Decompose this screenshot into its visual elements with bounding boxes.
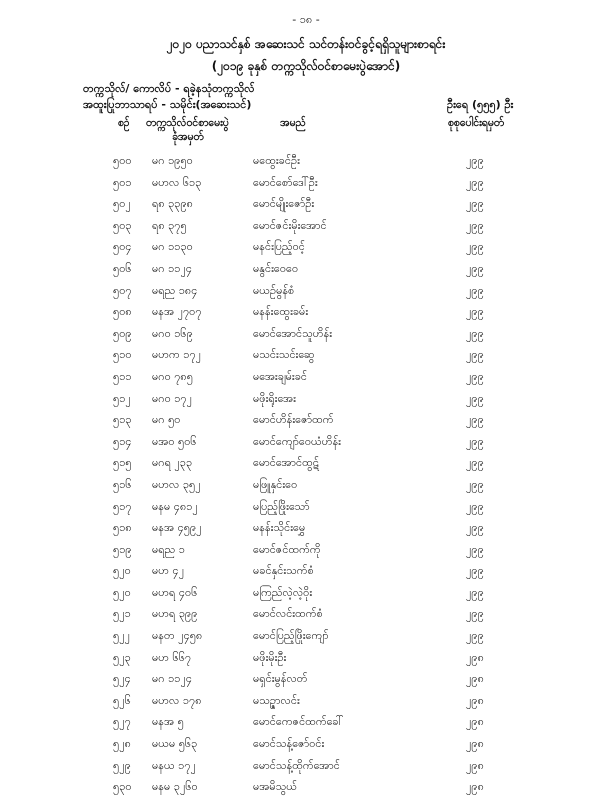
student-name: မောင်ကျော်ဝေယံဟိန်း (253, 434, 341, 448)
row-number: ၅၂၃ (113, 650, 131, 664)
row-number: ၅၀၆ (113, 261, 132, 275)
roll-number: မနယ ၁၇၂ (152, 758, 196, 772)
student-name: မနွင်းဝေဝေ (253, 261, 299, 275)
total-marks: ၂၉၉ (466, 154, 484, 167)
table-row (0, 625, 612, 647)
row-number: ၅၂၀ (113, 585, 131, 599)
row-number: ၅၁၂ (113, 391, 131, 405)
roll-number: မနမ ၃၂၆၀ (152, 780, 198, 794)
roll-number: မဟ ၄၂ (152, 564, 185, 578)
total-marks: ၂၉၈ (466, 715, 484, 729)
total-marks: ၂၉၉ (466, 499, 484, 513)
roll-number: မနမ ၄၈၁၂ (152, 499, 198, 513)
total-marks: ၂၉၈ (466, 780, 484, 794)
roll-number: မဟရ ၄၀၆ (152, 585, 198, 599)
total-marks: ၂၉၉ (466, 391, 484, 405)
results-table (0, 150, 612, 798)
total-marks: ၂၉၉ (466, 369, 484, 383)
table-row (0, 496, 612, 518)
row-number: ၅၁၈ (113, 521, 132, 535)
row-number: ၅၂၀ (113, 564, 131, 578)
table-row (0, 258, 612, 280)
student-name: မောင်မျိုးဇော်ဦး (253, 197, 315, 211)
student-name: မဖိုးမိုးဦး (253, 650, 287, 664)
student-name: မကြည်လဲ့လဲ့ဝိုး (253, 585, 313, 599)
total-marks: ၂၉၉ (466, 283, 484, 297)
roll-number: မဂရ ၂၃၃ (152, 456, 193, 470)
total-marks: ၂၉၉ (466, 261, 484, 275)
roll-number: မဟက ၁၇၂ (152, 348, 202, 362)
student-name: မနန်းထွေးခမ်း (253, 305, 309, 319)
row-number: ၅၀၀ (113, 154, 132, 167)
roll-number: မနအ ၂၇၀၇ (152, 305, 202, 319)
roll-number: မနအ ၅ (152, 715, 184, 729)
total-marks: ၂၉၉ (466, 585, 484, 599)
roll-number: မဂဝ ၁၇၂ (152, 391, 193, 405)
total-marks: ၂၉၉ (466, 629, 484, 643)
table-row (0, 452, 612, 474)
row-number: ၅၀၄ (113, 240, 132, 254)
header-name: အမည် (280, 117, 306, 129)
headcount: ဦးရေ (၅၅၅) ဦး (447, 98, 514, 111)
roll-number: မဂ ၁၁၂၄ (152, 261, 193, 275)
university-line: တက္ကသိုလ်/ ကောလိပ် - ရခဲ့နသုံတက္ကသိုလ် (83, 82, 255, 95)
total-marks: ၂၉၈ (466, 672, 484, 686)
row-number: ၅၀၂ (113, 197, 131, 211)
total-marks: ၂၉၉ (466, 305, 484, 319)
total-marks: ၂၉၈ (466, 737, 484, 751)
row-number: ၅၂၆ (113, 693, 131, 707)
roll-number: မဟလ ၃၅၂ (152, 477, 201, 491)
header-roll: တက္ကသိုလ်ဝင်စာမေးပွဲ (146, 117, 229, 129)
table-row (0, 215, 612, 237)
row-number: ၅၁၇ (113, 499, 132, 513)
roll-number: မဂ ၁၉၅၀ (152, 154, 193, 167)
row-number: ၅၀၇ (113, 283, 132, 297)
table-row (0, 711, 612, 733)
student-name: မောင်ဇင်းမိုးအောင် (253, 218, 327, 232)
roll-number: မရည ၁ (152, 542, 185, 556)
table-row (0, 755, 612, 777)
row-number: ၅၁၅ (113, 456, 132, 470)
table-row (0, 603, 612, 625)
student-name: မောင်ကေဇင်ထက်ခေါ် (253, 715, 344, 729)
student-name: မောင်သန့်ဇော်ဝင်း (253, 737, 325, 751)
roll-number: မဟ ၆၆၇ (152, 650, 192, 664)
table-row (0, 366, 612, 388)
roll-number: မအဝ ၅၀၆ (152, 434, 197, 448)
student-name: မပြည့်ဖြိုးသော် (253, 499, 310, 513)
table-row (0, 668, 612, 690)
header-no: စဉ် (118, 117, 130, 129)
table-row (0, 301, 612, 323)
student-name: မောင်ဟိန်းဇော်ထက် (253, 413, 334, 427)
total-marks: ၂၉၈ (466, 650, 484, 664)
row-number: ၅၃၀ (113, 780, 132, 794)
table-row (0, 539, 612, 561)
student-name: မခင်နှင်းသက်စံ (253, 564, 314, 578)
roll-number: ရ၈ ၃၃၉၈ (152, 197, 193, 211)
student-name: မနန်းသိုင်းမွှေ (253, 521, 306, 535)
total-marks: ၂၉၈ (466, 758, 484, 772)
table-row (0, 431, 612, 453)
total-marks: ၂၉၉ (466, 348, 484, 362)
roll-number: မဂ ၅၀ (152, 413, 181, 427)
roll-number: မနအ ၄၅၉၂ (152, 521, 202, 535)
roll-number: မဂဝ ၇၈၅ (152, 369, 193, 383)
total-marks: ၂၉၉ (466, 542, 484, 556)
document-subtitle: (၂၀၁၉ ခုနှစ် တက္ကသိုလ်ဝင်စာမေးပွဲအောင်) (211, 59, 401, 73)
roll-number: မရည ၁၈၄ (152, 283, 198, 297)
total-marks: ၂၉၈ (466, 693, 484, 707)
row-number: ၅၀၁ (113, 175, 132, 189)
page-number: - ၁၈ - (292, 13, 320, 26)
table-row (0, 280, 612, 302)
row-number: ၅၂၂ (113, 629, 130, 643)
table-row (0, 150, 612, 172)
table-row (0, 582, 612, 604)
total-marks: ၂၉၉ (466, 521, 484, 535)
row-number: ၅၁၄ (113, 434, 132, 448)
roll-number: မနတ ၂၄၅၈ (152, 629, 203, 643)
table-row (0, 409, 612, 431)
table-row (0, 323, 612, 345)
total-marks: ၂၉၉ (466, 434, 484, 448)
subject-line: အထူးပြုဘာသာရပ် - သမိုင်း(အဆေးသင်) (83, 98, 252, 111)
row-number: ၅၁၉ (113, 542, 132, 556)
student-name: မအမိသွယ် (253, 780, 297, 794)
student-name: မောင်လင်းထက်စံ (253, 607, 323, 621)
student-name: မထွေးခင်ဦး (253, 154, 300, 167)
table-row (0, 474, 612, 496)
row-number: ၅၀၃ (113, 218, 132, 232)
row-number: ၅၀၈ (113, 305, 132, 319)
student-name: မောင်အောင်သူဟိန်း (253, 326, 333, 340)
table-row (0, 172, 612, 194)
table-row (0, 733, 612, 755)
table-row (0, 388, 612, 410)
total-marks: ၂၉၉ (466, 413, 484, 427)
roll-number: မဟလ ၆၁၃ (152, 175, 202, 189)
table-row (0, 236, 612, 258)
student-name: မောင်ပြည့်ဖြိုးကျော် (253, 629, 329, 643)
student-name: မောင်သန့်ထိုက်အောင် (253, 758, 340, 772)
student-name: မောင်စော်ဒေါ်ဦး (253, 175, 318, 189)
student-name: မသဉ္ဇာလင်း (253, 693, 300, 707)
student-name: မသင်းသင်းဆွေ (253, 348, 315, 362)
student-name: မဖိုးရိုးအေး (253, 391, 296, 405)
student-name: မောင်အောင်ထွဋ် (253, 456, 319, 470)
table-row (0, 344, 612, 366)
roll-number: မယမ ၅၆၃ (152, 737, 198, 751)
header-marks: စုစုပေါင်းရမှတ် (448, 117, 505, 129)
row-number: ၅၂၁ (113, 607, 131, 621)
table-row (0, 560, 612, 582)
total-marks: ၂၉၉ (466, 477, 484, 491)
table-row (0, 690, 612, 712)
roll-number: မဟလ ၁၇၈ (152, 693, 202, 707)
row-number: ၅၁၃ (113, 413, 132, 427)
row-number: ၅၂၇ (113, 715, 131, 729)
header-roll-number: ခုံအမှတ် (172, 131, 204, 143)
roll-number: မဂ ၁၁၃၀ (152, 240, 193, 254)
table-row (0, 193, 612, 215)
roll-number: မဂ ၁၁၂၄ (152, 672, 193, 686)
total-marks: ၂၉၉ (466, 607, 484, 621)
table-row (0, 647, 612, 669)
student-name: မနင်းပြည့်ဝင့် (253, 240, 305, 254)
roll-number: ရ၈ ၃၇၅ (152, 218, 187, 232)
student-name: မရှင်းမွန်လတ် (253, 672, 308, 686)
row-number: ၅၂၄ (113, 672, 131, 686)
total-marks: ၂၉၉ (466, 218, 484, 232)
row-number: ၅၂၉ (113, 758, 131, 772)
total-marks: ၂၉၉ (466, 240, 484, 254)
student-name: မအေးချမ်းခင် (253, 369, 308, 383)
row-number: ၅၁၀ (113, 348, 132, 362)
roll-number: မဟရ ၃၉၉ (152, 607, 198, 621)
row-number: ၅၂၈ (113, 737, 131, 751)
roll-number: မဂဝ ၁၆၉ (152, 326, 193, 340)
total-marks: ၂၉၉ (466, 197, 484, 211)
document-title: ၂၀၂၀ ပညာသင်နှစ် အဆေးသင် သင်တန်းဝင်ခွင့်ရရှိသူများစာရင်း (166, 37, 446, 51)
row-number: ၅၁၁ (113, 369, 132, 383)
total-marks: ၂၉၉ (466, 326, 484, 340)
row-number: ၅၀၉ (113, 326, 132, 340)
table-row (0, 517, 612, 539)
student-name: မဖြူနှင်းဝေ (253, 477, 298, 491)
table-row (0, 776, 612, 798)
total-marks: ၂၉၉ (466, 456, 484, 470)
student-name: မယဉ်မွန်စံ (253, 283, 295, 297)
row-number: ၅၁၆ (113, 477, 132, 491)
total-marks: ၂၉၉ (466, 175, 484, 189)
total-marks: ၂၉၉ (466, 564, 484, 578)
student-name: မောင်ဇင်ထက်ကို (253, 542, 321, 556)
